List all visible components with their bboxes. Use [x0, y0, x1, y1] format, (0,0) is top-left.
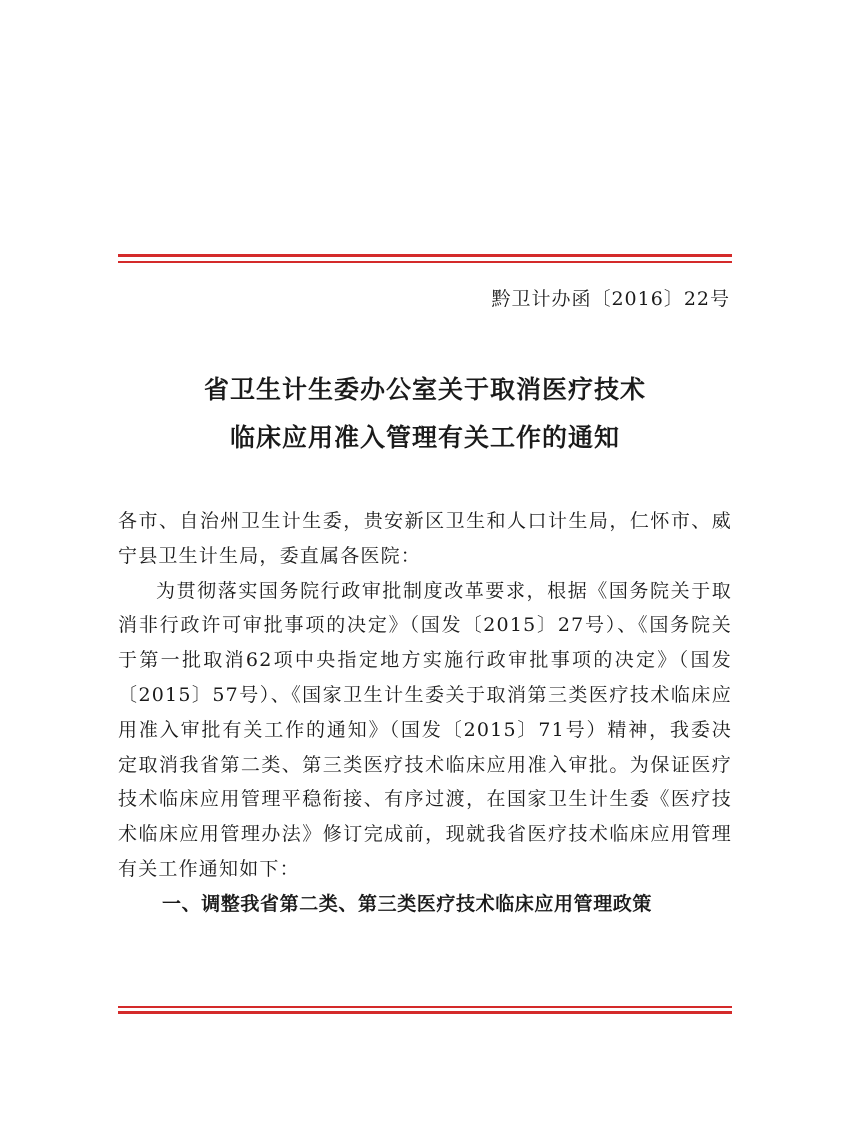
document-title [118, 366, 732, 462]
masthead-title-graphic [118, 120, 732, 230]
footer-rule-thin [118, 1006, 732, 1008]
addressee: 各市、自治州卫生计生委，贵安新区卫生和人口计生局，仁怀市、威宁县卫生计生局，委直属各医院： [118, 510, 732, 567]
document-number: 黔卫计办函〔2016〕22号 [491, 288, 730, 310]
header-rule-thick [118, 254, 732, 257]
section-heading: 一、调整我省第二类、第三类医疗技术临床应用管理政策 [162, 892, 653, 915]
masthead [118, 120, 732, 230]
header-rule-thin [118, 261, 732, 263]
body-paragraph: 为贯彻落实国务院行政审批制度改革要求，根据《国务院关于取消非行政许可审批事项的决定》（国发〔2015〕27号）、《国务院关于第一批取消62项中央指定地方实施行政审批事项的决定》（国发〔2015〕57号）、《国家卫生计生委关于取消第三类医疗技术临床应用准入审批有关工作的通知》（国发〔2015〕71号）精神，我委决定取消我省第二类、第三类医疗技术临床应用准入审批。为保证医疗技术临床应用管理平稳衔接、有序过渡，在国家卫生计生委《医疗技术临床应用管理办法》修订完成前，现就我省医疗技术临床应用管理有关工作通知如下： [118, 579, 732, 880]
footer-double-rule [118, 1006, 732, 1016]
header-double-rule [118, 254, 732, 264]
title-line-1: 省卫生计生委办公室关于取消医疗技术 [203, 375, 646, 404]
title-line-2: 临床应用准入管理有关工作的通知 [229, 423, 620, 452]
footer-rule-thick [118, 1011, 732, 1014]
document-body [118, 504, 732, 922]
